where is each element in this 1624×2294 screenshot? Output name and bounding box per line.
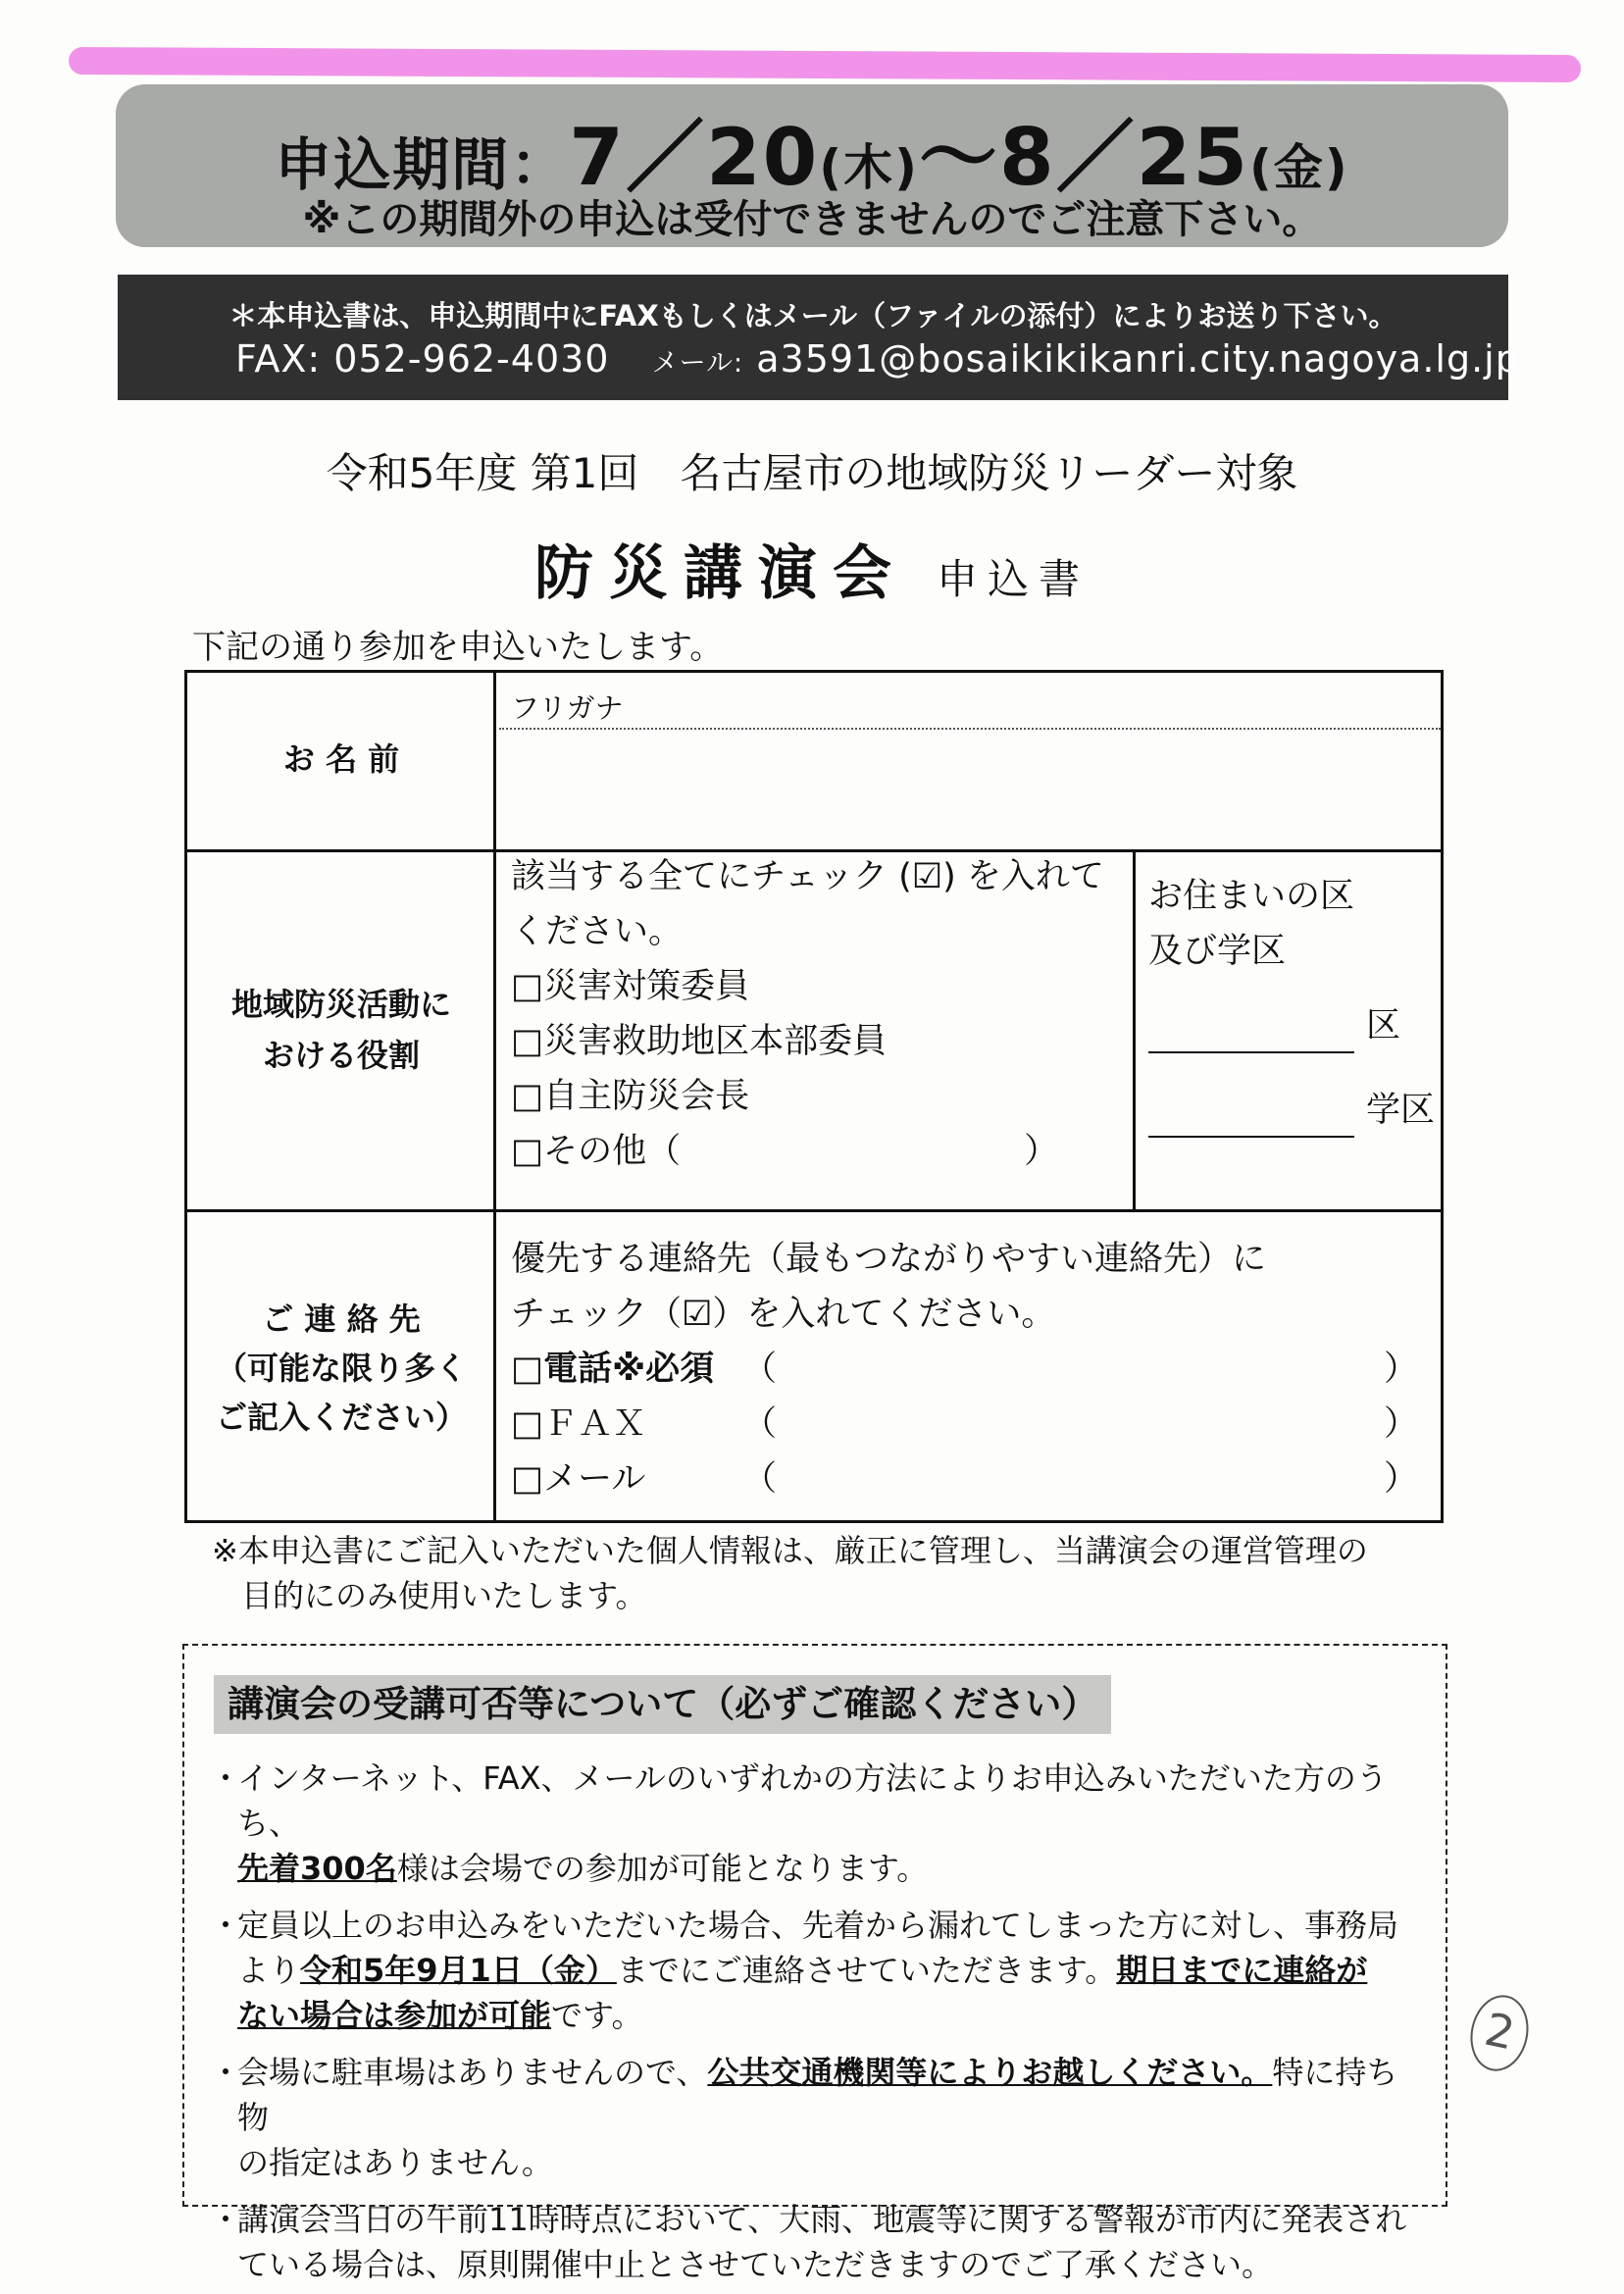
privacy-note: ※本申込書にご記入いただいた個人情報は、厳正に管理し、当講演会の運営管理の 目的にのみ使用いたします。	[212, 1532, 1368, 1614]
list-item: ・ 定員以上のお申込みをいただいた場合、先着から漏れてしまった方に対し、事務局 より令和5年9月1日（金）までにご連絡させていただきます。期日までに連絡が ない場合は参加が可能です。	[218, 1903, 1424, 2038]
contact-row-fax[interactable]: □ＦＡＸ （ ）	[511, 1404, 1419, 1444]
name-label: お 名 前	[282, 740, 400, 778]
fax-number: FAX: 052-962-4030	[235, 337, 610, 381]
handwritten-page-mark: 2	[1464, 1990, 1536, 2076]
role-label: 地域防災活動に おける役割	[230, 986, 451, 1074]
title-suffix: 申込書	[936, 555, 1090, 603]
contact-label: ご 連 絡 先 （可能な限り多く ご記入ください）	[215, 1300, 467, 1436]
furigana-label: フリガナ	[511, 691, 624, 725]
notice-heading: 講演会の受講可否等について（必ずご確認ください）	[214, 1675, 1111, 1734]
contact-row-phone[interactable]: □電話※必須 （ ）	[511, 1350, 1419, 1389]
submission-info-bar	[118, 275, 1520, 400]
list-item: ・ 講演会当日の午前11時時点において、大雨、地震等に関する警報が市内に発表され ている場合は、原則開催中止とさせていただきますのでご了承ください。	[218, 2197, 1424, 2287]
mail-label: メール:	[651, 348, 744, 379]
marker-highlight	[69, 47, 1581, 82]
notice-list	[218, 1744, 1424, 2287]
application-form-table	[184, 670, 1444, 1523]
contact-options: 優先する連絡先（最もつながりやすい連絡先）に チェック（☑）を入れてください。 □電話※必須 （ ） □ＦＡＸ （ ） □メール （ ）	[511, 1232, 1266, 1506]
role-checkbox-rescue-hq[interactable]: □災害救助地区本部委員	[511, 1022, 888, 1061]
event-subtitle: 令和5年度 第1回 名古屋市の地域防災リーダー対象	[326, 449, 1298, 497]
contact-numbers	[235, 337, 1520, 381]
contact-row-mail[interactable]: □メール （ ）	[511, 1459, 1419, 1499]
intro-text: 下記の通り参加を申込いたします。	[192, 628, 724, 667]
ward-input[interactable]	[1148, 1016, 1354, 1053]
role-checkbox-other[interactable]: □その他（ ）	[511, 1132, 1059, 1171]
notice-box	[182, 1644, 1447, 2283]
role-checkbox-disaster-committee[interactable]: □災害対策委員	[511, 967, 750, 1006]
row-divider	[187, 1209, 1441, 1212]
role-checkbox-voluntary-chief[interactable]: □自主防災会長	[511, 1077, 750, 1116]
period-note: ※この期間外の申込は受付できませんのでご注意下さい。	[302, 197, 1322, 242]
school-district-input[interactable]	[1148, 1100, 1354, 1138]
mail-address: a3591@bosaikikikanri.city.nagoya.lg.jp	[756, 337, 1520, 381]
application-period-box	[116, 84, 1508, 247]
name-input-area[interactable]	[499, 732, 1441, 847]
list-item: ・ 会場に駐車場はありませんので、公共交通機関等によりお越しください。特に持ち物 の指定はありません。	[218, 2050, 1424, 2185]
furigana-divider	[499, 728, 1441, 730]
area-divider	[1133, 849, 1136, 1209]
application-period: 申込期間：7／20(木)～8／25(金)	[275, 112, 1349, 203]
list-item: ・ インターネット、FAX、メールのいずれかの方法によりお申込みいただいた方のうち、 先着300名様は会場での参加が可能となります。	[218, 1756, 1424, 1891]
role-options: 該当する全てにチェック (☑) を入れて ください。 □災害対策委員 □災害救助地区本部委員 □自主防災会長 □その他（ ）	[511, 849, 1104, 1179]
residence-area: お住まいの区 及び学区 区 学区	[1148, 869, 1435, 1138]
form-title	[0, 527, 1624, 611]
submission-instruction: ＊本申込書は、申込期間中にFAXもしくはメール（ファイルの添付）によりお送り下さい。	[228, 299, 1397, 332]
title-main: 防災講演会	[533, 539, 907, 608]
